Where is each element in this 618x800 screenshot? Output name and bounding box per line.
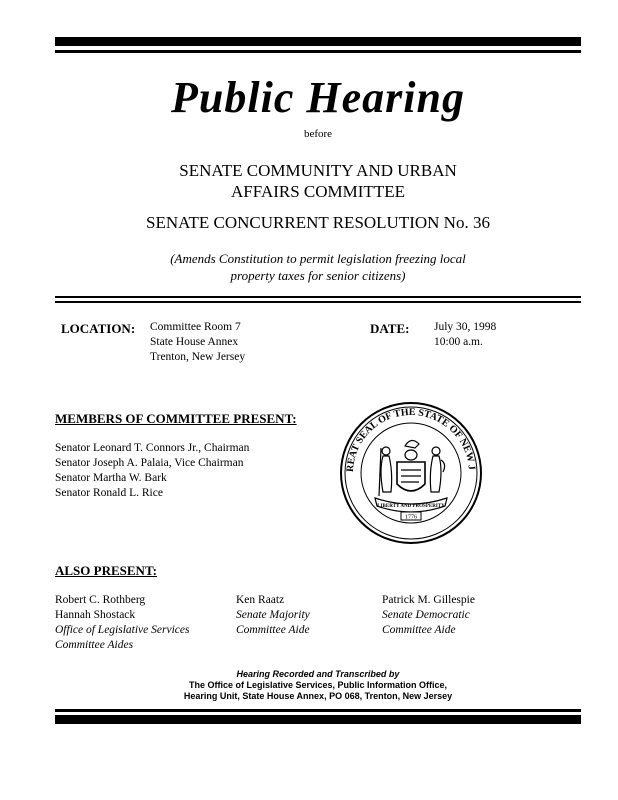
bottom-rule-thick xyxy=(55,715,581,724)
bottom-rule-thin xyxy=(55,709,581,712)
member-name: Senator Martha W. Bark xyxy=(55,472,167,484)
staff-role: Committee Aide xyxy=(236,624,310,636)
member-name: Senator Joseph A. Palaia, Vice Chairman xyxy=(55,457,244,469)
staff-role: Office of Legislative Services xyxy=(55,624,190,636)
committee-line-2: AFFAIRS COMMITTEE xyxy=(231,182,405,201)
member-name: Senator Ronald L. Rice xyxy=(55,487,163,499)
summary-line-1: (Amends Constitution to permit legislation freezing local xyxy=(170,251,466,266)
also-present-col-2 xyxy=(236,593,376,638)
staff-name: Patrick M. Gillespie xyxy=(382,594,475,606)
members-list xyxy=(55,441,249,501)
location-label: LOCATION: xyxy=(61,321,136,336)
also-present-col-1 xyxy=(55,593,235,653)
mid-rule-upper xyxy=(55,296,581,298)
location-line: Committee Room 7 xyxy=(150,321,241,333)
transcription-credit xyxy=(55,669,581,702)
svg-text:1776: 1776 xyxy=(405,514,417,521)
staff-role: Committee Aides xyxy=(55,639,134,651)
top-rule-thin xyxy=(55,50,581,53)
staff-name: Hannah Shostack xyxy=(55,609,136,621)
location-line: State House Annex xyxy=(150,336,239,348)
footer-line-1: Hearing Recorded and Transcribed by xyxy=(236,669,400,679)
date-line: 10:00 a.m. xyxy=(434,336,483,348)
member-name: Senator Leonard T. Connors Jr., Chairman xyxy=(55,442,250,454)
resolution-title: SENATE CONCURRENT RESOLUTION No. 36 xyxy=(146,213,490,232)
resolution-summary xyxy=(55,250,581,284)
date-block xyxy=(434,320,496,350)
members-heading: MEMBERS OF COMMITTEE PRESENT: xyxy=(55,411,297,426)
svg-text:LIBERTY AND PROSPERITY: LIBERTY AND PROSPERITY xyxy=(377,504,445,509)
great-seal-new-jersey-icon xyxy=(339,400,483,546)
date-label: DATE: xyxy=(370,321,410,336)
date-line: July 30, 1998 xyxy=(434,321,497,333)
location-line: Trenton, New Jersey xyxy=(150,351,246,363)
staff-role: Committee Aide xyxy=(382,624,456,636)
staff-name: Ken Raatz xyxy=(236,594,285,606)
staff-role: Senate Democratic xyxy=(382,609,470,621)
svg-text:THE GREAT SEAL OF THE STATE OF: REAT SEAL OF THE STATE OF NEW J xyxy=(344,406,477,473)
before-text: before xyxy=(303,128,333,140)
also-present-col-3 xyxy=(382,593,562,638)
top-rule-thick xyxy=(55,37,581,46)
footer-line-3: Hearing Unit, State House Annex, PO 068, Trenton, New Jersey xyxy=(183,691,453,701)
committee-line-1: SENATE COMMUNITY AND URBAN xyxy=(179,161,457,180)
committee-name xyxy=(55,160,581,202)
page-title: Public Hearing xyxy=(171,73,465,122)
also-present-heading: ALSO PRESENT: xyxy=(55,563,157,578)
staff-name: Robert C. Rothberg xyxy=(55,594,146,606)
footer-line-2: The Office of Legislative Services, Public Information Office, xyxy=(188,680,448,690)
mid-rule-lower xyxy=(55,301,581,303)
summary-line-2: property taxes for senior citizens) xyxy=(230,268,406,283)
location-block xyxy=(150,320,245,365)
staff-role: Senate Majority xyxy=(236,609,310,621)
